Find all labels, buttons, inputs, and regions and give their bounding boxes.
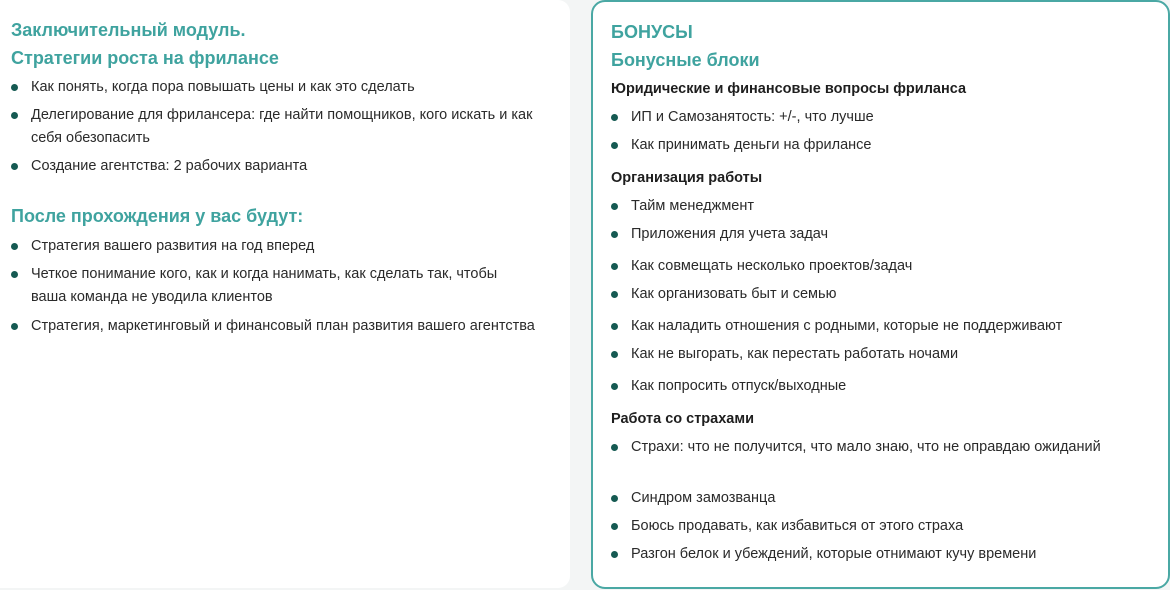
list-item: Боюсь продавать, как избавиться от этого страха [611,515,1131,538]
bullet-icon [611,323,618,330]
bullet-icon [611,523,618,530]
list-item: Как совмещать несколько проектов/задач [611,255,1161,278]
bonus-card [591,0,1170,589]
list-item: ИП и Самозанятость: +/-, что лучше [611,106,1156,129]
bullet-icon [11,323,18,330]
list-item: Как наладить отношения с родными, которые не поддерживают [611,315,1166,338]
list-item: Разгон белок и убеждений, которые отнимают кучу времени [611,543,1151,566]
bullet-icon [11,84,18,91]
list-item: Тайм менеджмент [611,195,1161,218]
bullet-icon [611,551,618,558]
list-item: Стратегия, маркетинговый и финансовый план развития вашего агентства [11,315,551,338]
bullet-icon [611,444,618,451]
bullet-icon [611,495,618,502]
bonus-title: БОНУСЫ [611,22,693,42]
bullet-icon [611,263,618,270]
bullet-icon [611,351,618,358]
list-item: Делегирование для фрилансера: где найти помощников, кого искать и как себя обезопасить [11,104,541,150]
list-item: Страхи: что не получится, что мало знаю, что не оправдаю ожиданий [611,436,1111,459]
module-card [0,0,570,588]
bullet-icon [611,203,618,210]
bullet-icon [11,243,18,250]
list-item: Синдром замозванца [611,487,1131,510]
list-item: Приложения для учета задач [611,223,1161,246]
bonus-subtitle: Бонусные блоки [611,50,760,70]
bullet-icon [611,114,618,121]
bullet-icon [11,271,18,278]
section-heading-fears: Работа со страхами [611,411,754,427]
results-title: После прохождения у вас будут: [11,206,304,226]
module-title-line2: Стратегии роста на фрилансе [11,48,279,68]
bullet-icon [611,142,618,149]
bullet-icon [11,112,18,119]
bullet-icon [11,163,18,170]
bullet-icon [611,291,618,298]
list-item: Стратегия вашего развития на год вперед [11,235,551,258]
list-item: Как не выгорать, как перестать работать ночами [611,343,1161,366]
list-item: Как принимать деньги на фрилансе [611,134,1156,157]
list-item: Как организовать быт и семью [611,283,1161,306]
list-item: Как попросить отпуск/выходные [611,375,1161,398]
bullet-icon [611,383,618,390]
module-title-line1: Заключительный модуль. [11,20,246,40]
list-item: Четкое понимание кого, как и когда нанимать, как сделать так, чтобы ваша команда не уводила клиентов [11,263,531,309]
list-item: Как понять, когда пора повышать цены и как это сделать [11,76,551,99]
list-item: Создание агентства: 2 рабочих варианта [11,155,551,178]
section-heading-legal: Юридические и финансовые вопросы фриланса [611,81,967,97]
section-heading-organization: Организация работы [611,170,763,186]
bullet-icon [611,231,618,238]
